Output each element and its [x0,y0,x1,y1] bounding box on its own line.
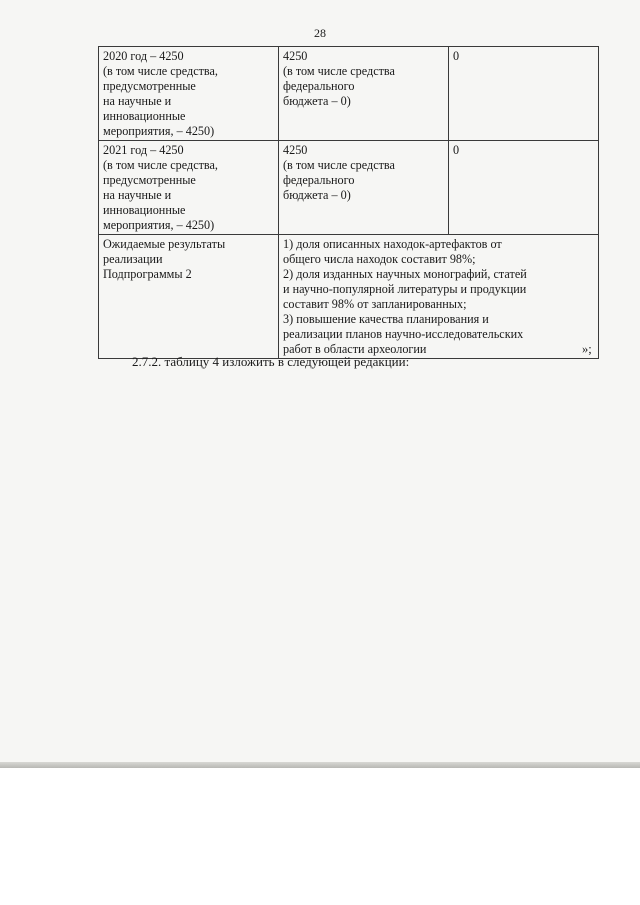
year-2020-other-cell: 0 [449,47,599,141]
table-row [99,141,599,235]
year-2020-total-cell: 2020 год – 4250 (в том числе средства, предусмотренные на научные и инновационные мероприятия, – 4250) [99,47,279,141]
year-2021-budget-cell: 4250 (в том числе средства федерального бюджета – 0) [279,141,449,235]
year-2021-total-cell: 2021 год – 4250 (в том числе средства, предусмотренные на научные и инновационные мероприятия, – 4250) [99,141,279,235]
expected-results-label: Ожидаемые результаты реализации Подпрограммы 2 [99,235,279,359]
table-row [99,47,599,141]
amendment-paragraph: 2.7.2. таблицу 4 изложить в следующей редакции: [132,354,410,369]
page-number: 28 [314,26,326,40]
year-2020-budget-cell: 4250 (в том числе средства федерального бюджета – 0) [279,47,449,141]
closing-quote: »; [582,342,592,356]
year-2021-other-cell: 0 [449,141,599,235]
expected-results-text: 1) доля описанных находок-артефактов от общего числа находок составит 98%; 2) доля изданных научных монографий, статей и научно-популярной литературы и продукции составит 98% от запланированных; 3) повышение качества планирования и реализации планов научно-исследовательских работ в области археологии [279,235,599,359]
funding-table [98,46,599,359]
page-edge-shadow [0,762,640,768]
expected-results-row [99,235,599,359]
